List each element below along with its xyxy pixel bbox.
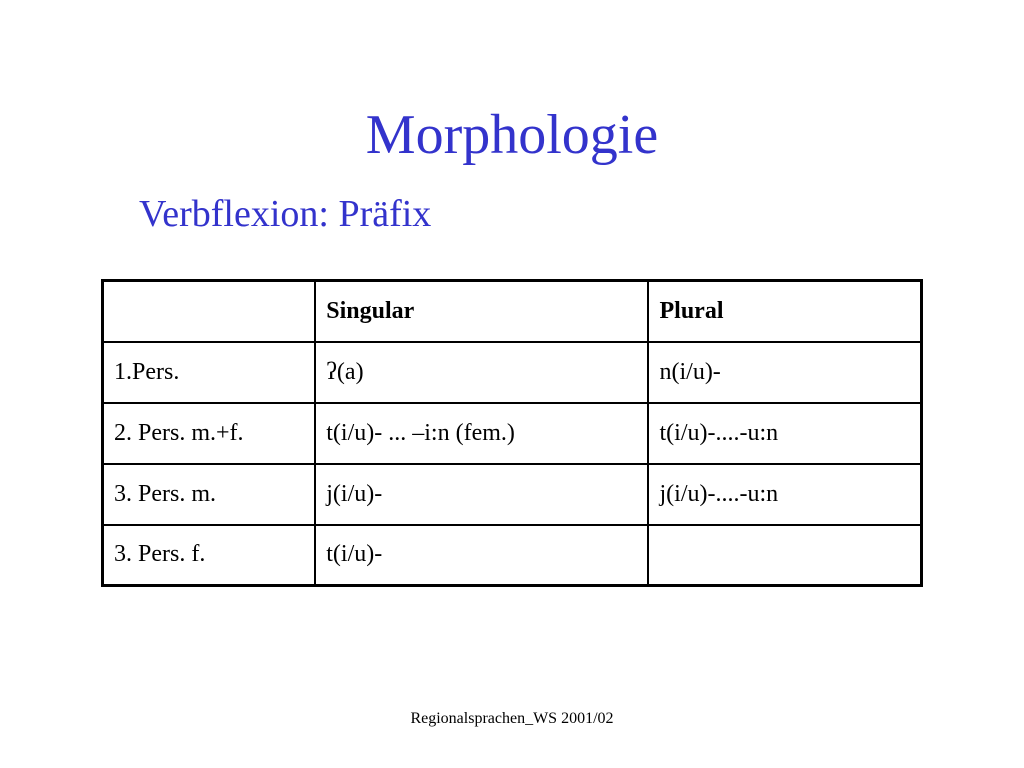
slide-title: Morphologie <box>365 104 659 166</box>
header-cell-empty <box>103 281 316 342</box>
row-label-cell: 3. Pers. m. <box>103 464 316 525</box>
table-row <box>103 525 922 586</box>
singular-cell: t(i/u)- ... –i:n (fem.) <box>315 403 648 464</box>
slide-subtitle: Verbflexion: Präfix <box>139 193 432 235</box>
row-label-cell: 1.Pers. <box>103 342 316 403</box>
singular-cell: t(i/u)- <box>315 525 648 586</box>
plural-cell: t(i/u)-....-u:n <box>648 403 921 464</box>
conjugation-table <box>101 279 923 587</box>
slide-footer: Regionalsprachen_WS 2001/02 <box>410 710 614 727</box>
header-cell-singular: Singular <box>315 281 648 342</box>
plural-cell: j(i/u)-....-u:n <box>648 464 921 525</box>
table-row <box>103 464 922 525</box>
row-label-cell: 3. Pers. f. <box>103 525 316 586</box>
table-row <box>103 342 922 403</box>
singular-cell: ʔ(a) <box>315 342 648 403</box>
header-cell-plural: Plural <box>648 281 921 342</box>
table-header-row <box>103 281 922 342</box>
singular-cell: j(i/u)- <box>315 464 648 525</box>
plural-cell <box>648 525 921 586</box>
row-label-cell: 2. Pers. m.+f. <box>103 403 316 464</box>
plural-cell: n(i/u)- <box>648 342 921 403</box>
table-row <box>103 403 922 464</box>
